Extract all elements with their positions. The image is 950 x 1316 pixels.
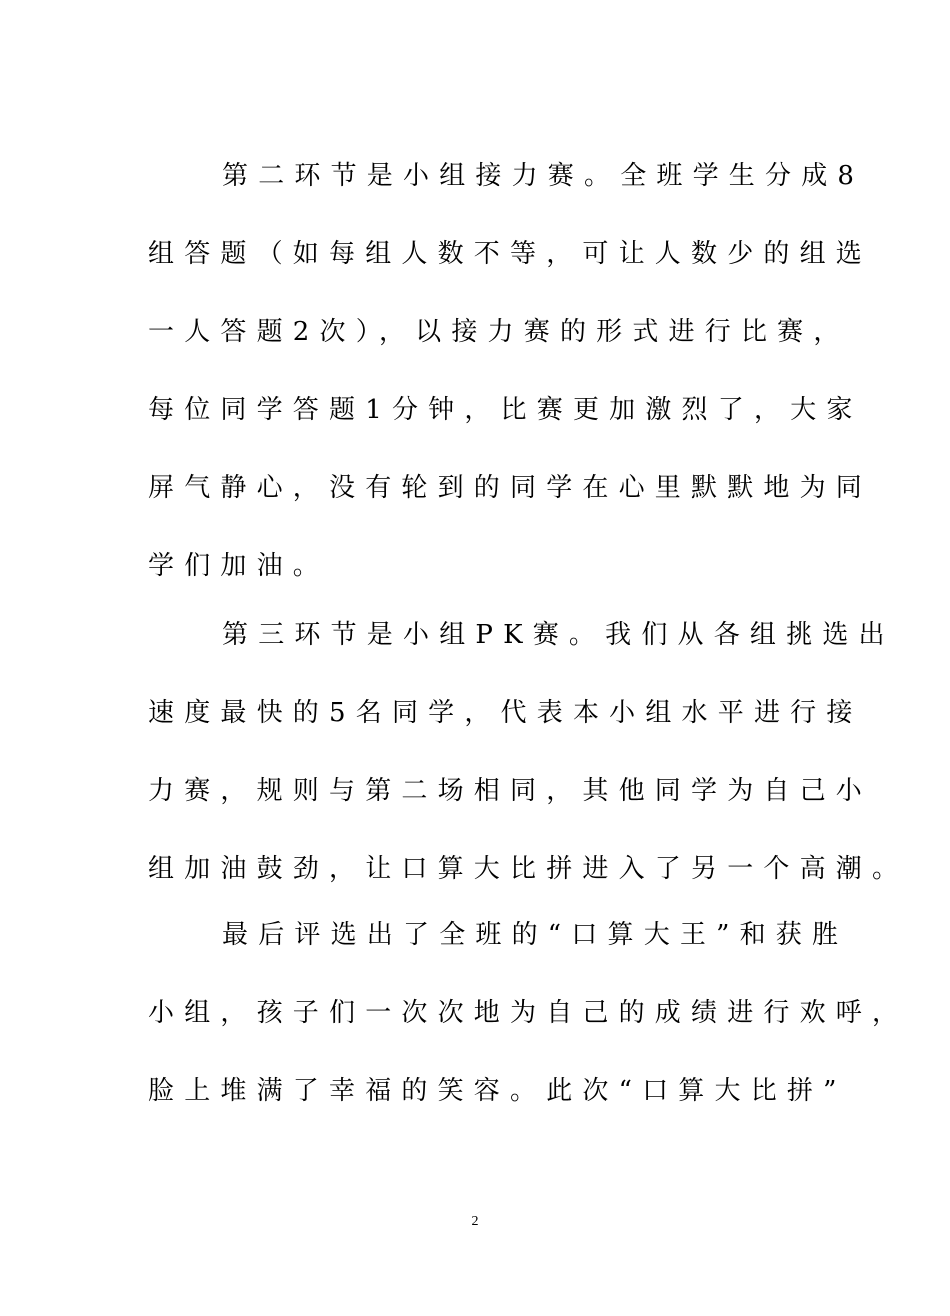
text-line: 学们加油。	[148, 551, 330, 581]
text-line: 速度最快的5名同学，代表本小组水平进行接	[148, 698, 863, 728]
text-line: 小组，孩子们一次次地为自己的成绩进行欢呼，	[148, 998, 909, 1028]
text-line: 屏气静心，没有轮到的同学在心里默默地为同	[148, 473, 873, 503]
text-line: 脸上堆满了幸福的笑容。此次“口算大比拼”	[148, 1076, 847, 1106]
text-line: 第二环节是小组接力赛。全班学生分成8	[222, 161, 865, 191]
text-line: 组答题（如每组人数不等，可让人数少的组选	[148, 239, 873, 269]
text-line: 一人答题2次），以接力赛的形式进行比赛，	[148, 317, 850, 347]
text-line: 组加油鼓劲，让口算大比拼进入了另一个高潮。	[148, 854, 909, 884]
text-line: 最后评选出了全班的“口算大王”和获胜	[222, 920, 849, 950]
page-number: 2	[471, 1214, 479, 1229]
text-line: 每位同学答题1分钟，比赛更加激烈了，大家	[148, 395, 863, 425]
text-line: 力赛，规则与第二场相同，其他同学为自己小	[148, 776, 873, 806]
text-line: 第三环节是小组PK赛。我们从各组挑选出	[222, 620, 895, 650]
